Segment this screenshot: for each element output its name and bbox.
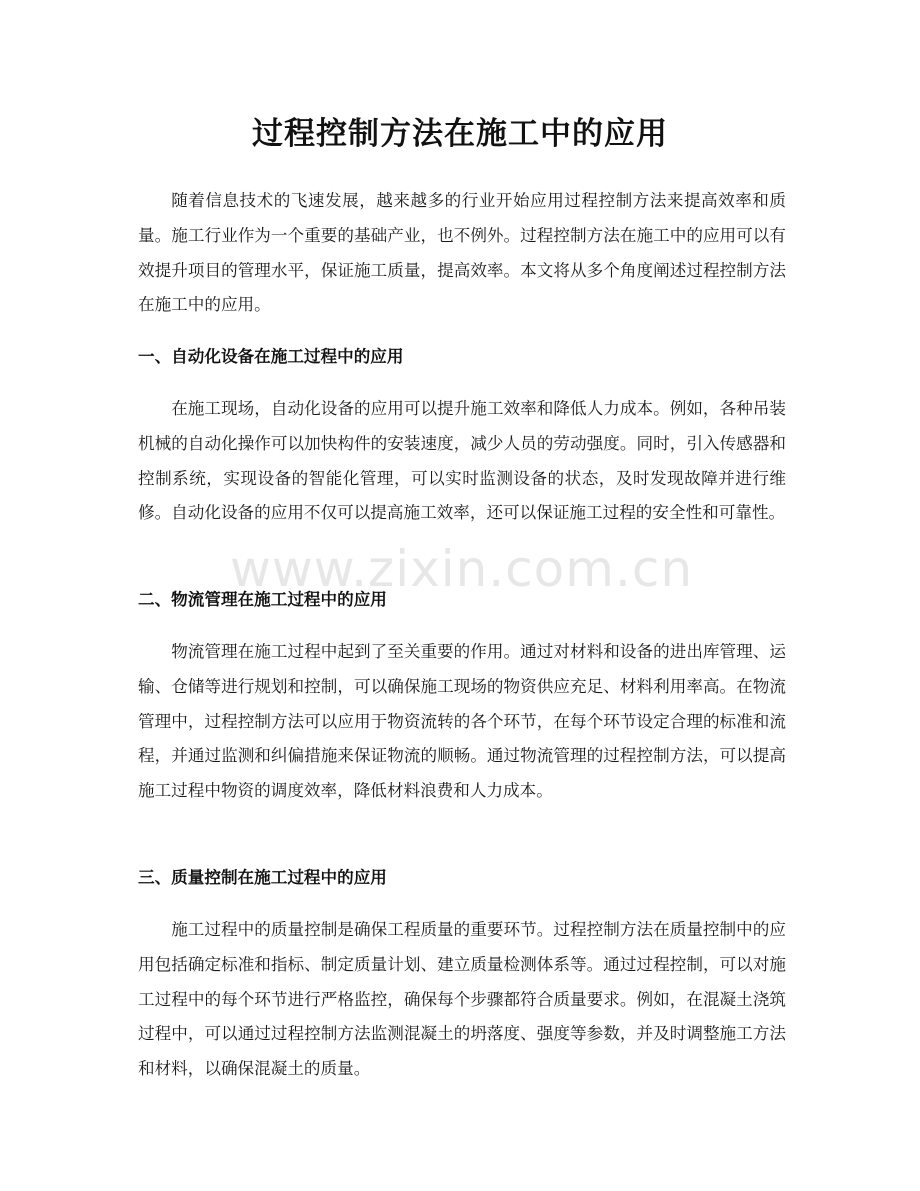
section-2-body: 物流管理在施工过程中起到了至关重要的作用。通过对材料和设备的进出库管理、运输、仓储等进行规划和控制，可以确保施工现场的物资供应充足、材料利用率高。在物流管理中，过程控制方法可以应用于物资流转的各个环节，在每个环节设定合理的标准和流程，并通过监测和纠偏措施来保证物流的顺畅。通过物流管理的过程控制方法，可以提高施工过程中物资的调度效率，降低材料浪费和人力成本。 <box>138 642 786 801</box>
section-3-body: 施工过程中的质量控制是确保工程质量的重要环节。过程控制方法在质量控制中的应用包括确定标准和指标、制定质量计划、建立质量检测体系等。通过过程控制，可以对施工过程中的每个环节进行严格监控，确保每个步骤都符合质量要求。例如，在混凝土浇筑过程中，可以通过过程控制方法监测混凝土的坍落度、强度等参数，并及时调整施工方法和材料，以确保混凝土的质量。 <box>138 920 786 1079</box>
section-3-heading: 三、质量控制在施工过程中的应用 <box>138 868 387 887</box>
intro-paragraph: 随着信息技术的飞速发展，越来越多的行业开始应用过程控制方法来提高效率和质量。施工行业作为一个重要的基础产业，也不例外。过程控制方法在施工中的应用可以有效提升项目的管理水平，保证施工质量，提高效率。本文将从多个角度阐述过程控制方法在施工中的应用。 <box>138 191 786 315</box>
section-1-body: 在施工现场，自动化设备的应用可以提升施工效率和降低人力成本。例如，各种吊装机械的自动化操作可以加快构件的安装速度，减少人员的劳动强度。同时，引入传感器和控制系统，实现设备的智能化管理，可以实时监测设备的状态，及时发现故障并进行维修。自动化设备的应用不仅可以提高施工效率，还可以保证施工过程的安全性和可靠性。 <box>138 399 786 523</box>
document-title: 过程控制方法在施工中的应用 <box>252 116 668 152</box>
watermark: www.zixin.com.cn <box>230 540 694 598</box>
section-2-heading: 二、物流管理在施工过程中的应用 <box>138 590 387 609</box>
section-1-heading: 一、自动化设备在施工过程中的应用 <box>138 347 404 366</box>
